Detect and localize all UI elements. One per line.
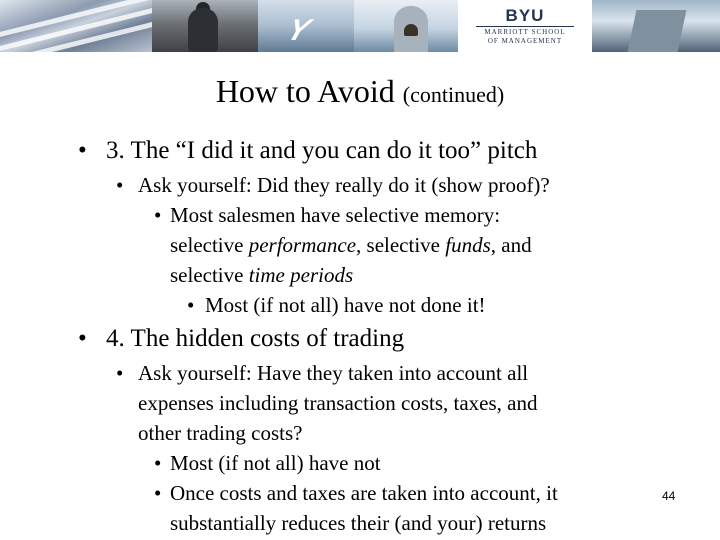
bullet-item [78, 136, 538, 165]
header-banner [0, 0, 720, 52]
banner-photo-building-lines [0, 0, 152, 52]
page-number: 44 [662, 489, 676, 503]
banner-photo-y-mountain [258, 0, 354, 52]
bullet-item [154, 478, 558, 538]
logo-line-1: MARRIOTT SCHOOL [484, 27, 566, 36]
bullet-item [78, 324, 405, 353]
bullet-item [154, 448, 381, 478]
title-sub: (continued) [402, 82, 505, 107]
bullet-text: 3. The “I did it and you can do it too” pitch [106, 137, 538, 164]
bullet-dot: • [78, 325, 87, 352]
banner-photo-campus [592, 0, 720, 52]
byu-marriott-logo [458, 0, 592, 52]
bullet-text: Most (if not all) have not [170, 451, 381, 475]
bullet-text: Ask yourself: Did they really do it (show proof)? [138, 173, 550, 197]
bullet-dot: • [116, 361, 124, 385]
bullet-text: 4. The hidden costs of trading [106, 325, 405, 352]
title-main: How to Avoid [215, 73, 395, 109]
bullet-item [116, 170, 550, 200]
bullet-dot: • [154, 451, 162, 475]
banner-photo-statue [152, 0, 258, 52]
bullet-line: Most salesmen have selective memory: [170, 203, 501, 227]
bullet-line: expenses including transaction costs, taxes, and [138, 391, 538, 415]
bullet-line: selective performance, selective funds, and [170, 233, 532, 257]
bullet-dot: • [154, 481, 162, 505]
bullet-item [116, 358, 538, 448]
byu-logo-text: BYU [505, 5, 545, 25]
bullet-text: Most (if not all) have not done it! [205, 293, 486, 317]
bullet-dot: • [154, 203, 162, 227]
bullet-item [154, 200, 532, 290]
bullet-dot: • [187, 293, 195, 317]
slide-title [0, 73, 720, 113]
bullet-dot: • [78, 137, 87, 164]
bullet-line: other trading costs? [138, 421, 303, 445]
bullet-item [187, 290, 486, 320]
banner-photo-bell-tower [354, 0, 458, 52]
bullet-line: selective time periods [170, 263, 354, 287]
logo-line-2: OF MANAGEMENT [487, 36, 563, 45]
bullet-line: Ask yourself: Have they taken into account all [138, 361, 529, 385]
bullet-dot: • [116, 173, 124, 197]
y-mark: Y [282, 14, 315, 47]
bullet-line: Once costs and taxes are taken into account, it [170, 481, 558, 505]
bullet-line: substantially reduces their (and your) returns [170, 511, 547, 535]
